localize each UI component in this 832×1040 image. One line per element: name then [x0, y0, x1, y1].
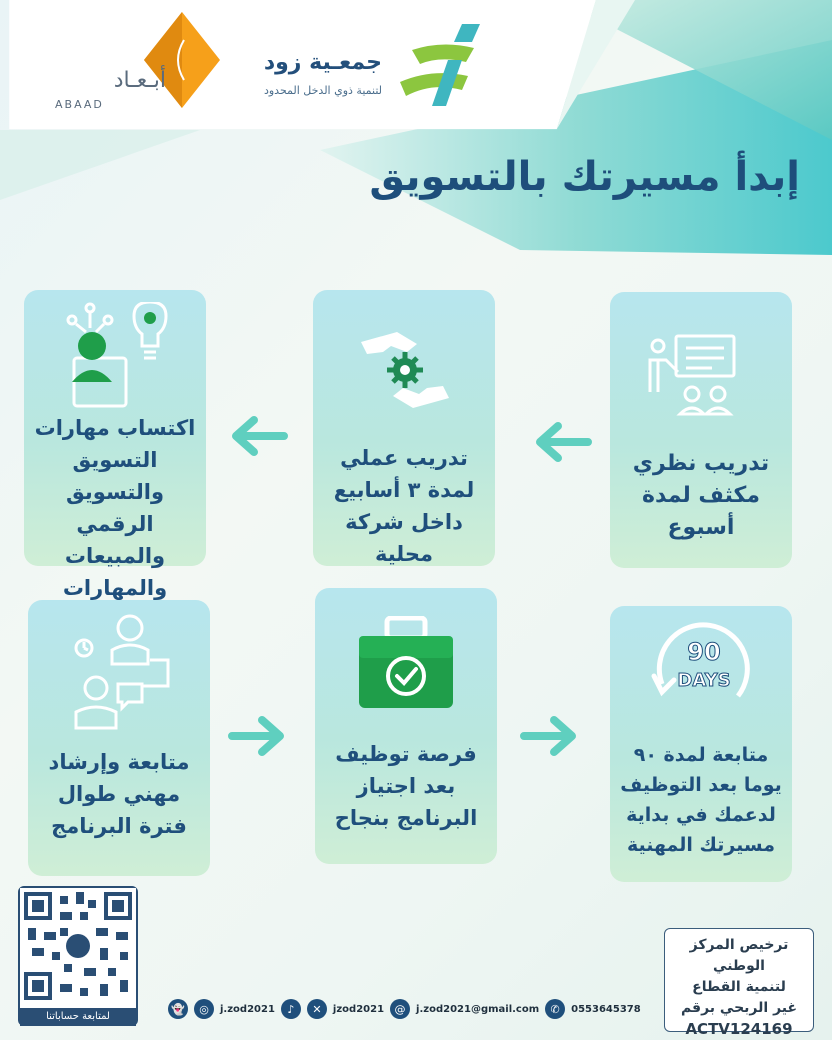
- x-icon[interactable]: ✕: [307, 999, 327, 1019]
- step-card-theory-training: [610, 292, 792, 568]
- 90-days-icon: [646, 618, 758, 718]
- arrow-right-icon: [520, 714, 584, 758]
- whatsapp-number[interactable]: 0553645378: [571, 1003, 641, 1015]
- x-handle[interactable]: jzod2021: [332, 1003, 385, 1015]
- zod-logo-icon: [392, 20, 492, 112]
- card-text: تدريب عملي لمدة ٣ أسابيع داخل شركة محلية: [333, 446, 475, 566]
- qr-pattern: [20, 888, 136, 1004]
- email-icon[interactable]: @: [390, 999, 410, 1019]
- arrow-left-icon: [224, 414, 288, 458]
- arrow-left-icon: [528, 420, 592, 464]
- step-card-90-days-followup: [610, 606, 792, 882]
- abaad-logo-icon: [142, 10, 222, 110]
- mentoring-icon: [72, 614, 176, 732]
- qr-caption: لمتابعة حساباتنا: [20, 1008, 136, 1026]
- org-subtitle: لتنمية ذوي الدخل المحدود: [263, 84, 382, 97]
- card-text: اكتساب مهارات التسويق والتسويق الرقمي والمبيعات والمهارات: [34, 416, 196, 600]
- hands-gear-icon: [357, 322, 453, 418]
- page-title: إبدأ مسيرتك بالتسويق: [369, 154, 800, 200]
- step-card-skills: [24, 290, 206, 600]
- license-line-3: غير الربحي برقم: [680, 1000, 798, 1016]
- org-name: جمعـية زود: [263, 50, 382, 75]
- card-text: متابعة لمدة ٩٠ يوما بعد التوظيف لدعمك في بداية مسيرتك المهنية: [620, 744, 782, 856]
- license-box: [664, 928, 814, 1038]
- whatsapp-icon[interactable]: ✆: [545, 999, 565, 1019]
- step-card-practical-training: [313, 290, 495, 566]
- days-number: 90: [687, 638, 721, 666]
- classroom-training-icon: [646, 332, 742, 418]
- email-address[interactable]: j.zod2021@gmail.com: [416, 1003, 540, 1015]
- partner-name-ar: أبـعـاد: [113, 68, 166, 93]
- card-text: فرصة توظيف بعد اجتياز البرنامج بنجاح: [334, 742, 478, 830]
- license-line-1: ترخيص المركز الوطني: [689, 937, 789, 974]
- license-number: ACTV124169: [685, 1020, 793, 1038]
- step-card-mentoring: [28, 600, 210, 876]
- person-idea-icon: [64, 302, 176, 418]
- instagram-icon[interactable]: ◎: [194, 999, 214, 1019]
- card-text: متابعة وإرشاد مهني طوال فترة البرنامج: [48, 750, 190, 838]
- contact-bar: [168, 996, 641, 1022]
- arrow-right-icon: [228, 714, 292, 758]
- qr-code[interactable]: [18, 886, 138, 1026]
- license-line-2: لتنمية القطاع: [692, 979, 786, 995]
- instagram-handle[interactable]: j.zod2021: [220, 1003, 275, 1015]
- card-text: تدريب نظري مكثف لمدة أسبوع: [632, 451, 770, 540]
- partner-name-en: ABAAD: [55, 98, 104, 111]
- snapchat-icon[interactable]: 👻: [168, 999, 188, 1019]
- tiktok-icon[interactable]: ♪: [281, 999, 301, 1019]
- step-card-job-opportunity: [315, 588, 497, 864]
- days-label: DAYS: [677, 670, 731, 691]
- briefcase-check-icon: [357, 616, 455, 710]
